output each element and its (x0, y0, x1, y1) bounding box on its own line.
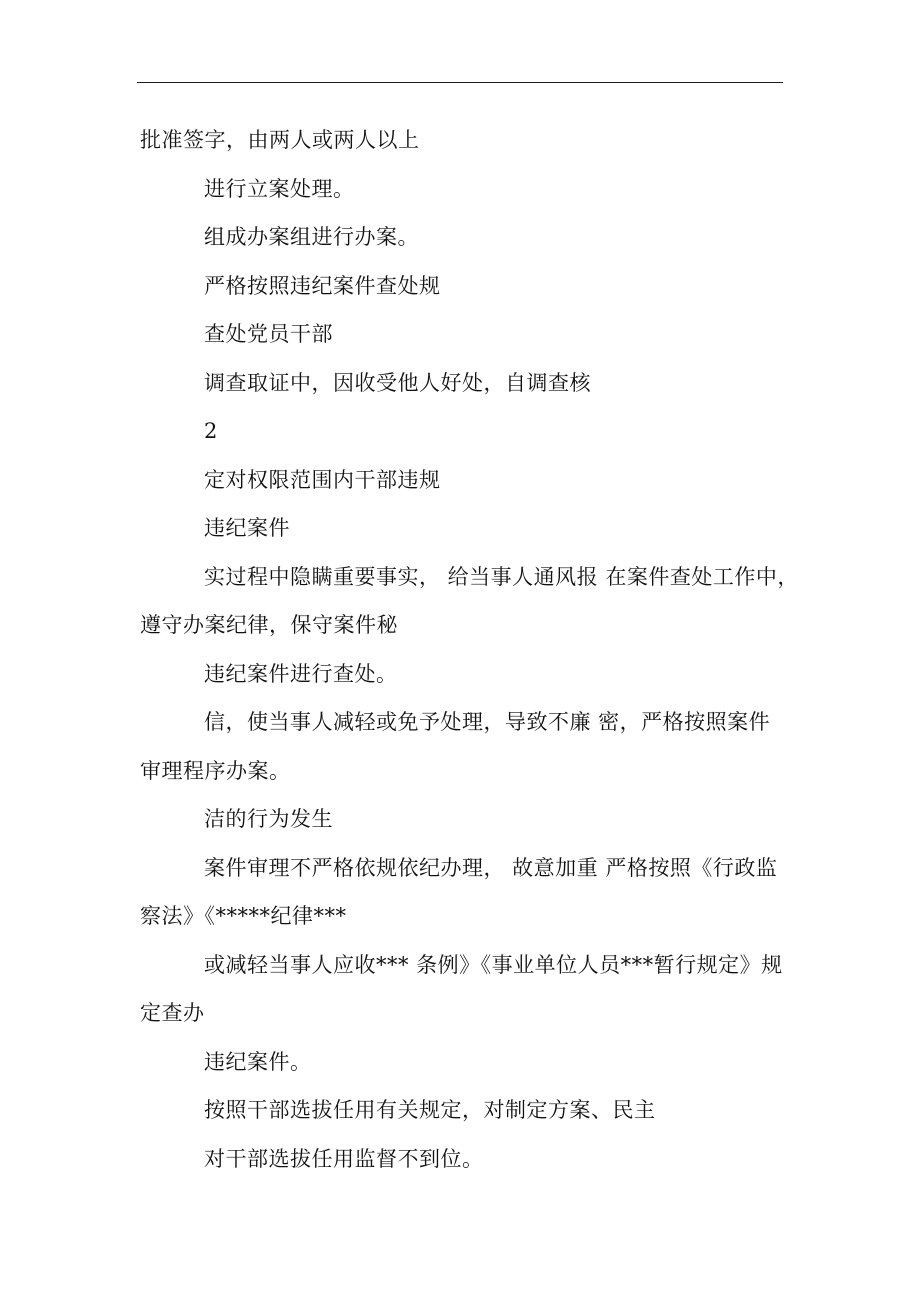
text-line: 组成办案组进行办案。 (204, 225, 419, 249)
text-line: 案件审理不严格依规依纪办理， 故意加重 严格按照《行政监 (204, 855, 778, 880)
text-line: 对干部选拔任用监督不到位。 (204, 1146, 484, 1171)
document-body (140, 116, 810, 1183)
text-line: 定查办 (140, 1001, 205, 1025)
text-line: 按照干部选拔任用有关规定，对制定方案、民主 (204, 1098, 656, 1122)
text-line: 严格按照违纪案件查处规 (204, 273, 441, 298)
text-line: 或减轻当事人应收*** 条例》《事业单位人员***暂行规定》规 (204, 952, 783, 977)
text-line: 审理程序办案。 (140, 758, 291, 783)
text-line: 洁的行为发生 (204, 807, 333, 831)
text-line: 定对权限范围内干部违规 (204, 467, 441, 492)
text-line: 查处党员干部 (204, 322, 333, 346)
text-line: 2 (204, 419, 218, 443)
text-line: 进行立案处理。 (204, 176, 355, 201)
text-line: 信，使当事人减轻或免予处理，导致不廉 密，严格按照案件 (204, 710, 771, 734)
text-line: 批准签字，由两人或两人以上 (140, 128, 420, 152)
text-line: 调查取证中，因收受他人好处，自调查核 (204, 370, 591, 395)
text-line: 实过程中隐瞒重要事实， 给当事人通风报 在案件查处工作中， (204, 564, 799, 589)
text-line: 违纪案件进行查处。 (204, 661, 398, 686)
text-line: 违纪案件。 (204, 1049, 312, 1074)
header-rule (137, 82, 783, 83)
text-line: 违纪案件 (204, 516, 290, 540)
text-line: 察法》《*****纪律*** (140, 904, 347, 928)
text-line: 遵守办案纪律，保守案件秘 (140, 613, 398, 637)
